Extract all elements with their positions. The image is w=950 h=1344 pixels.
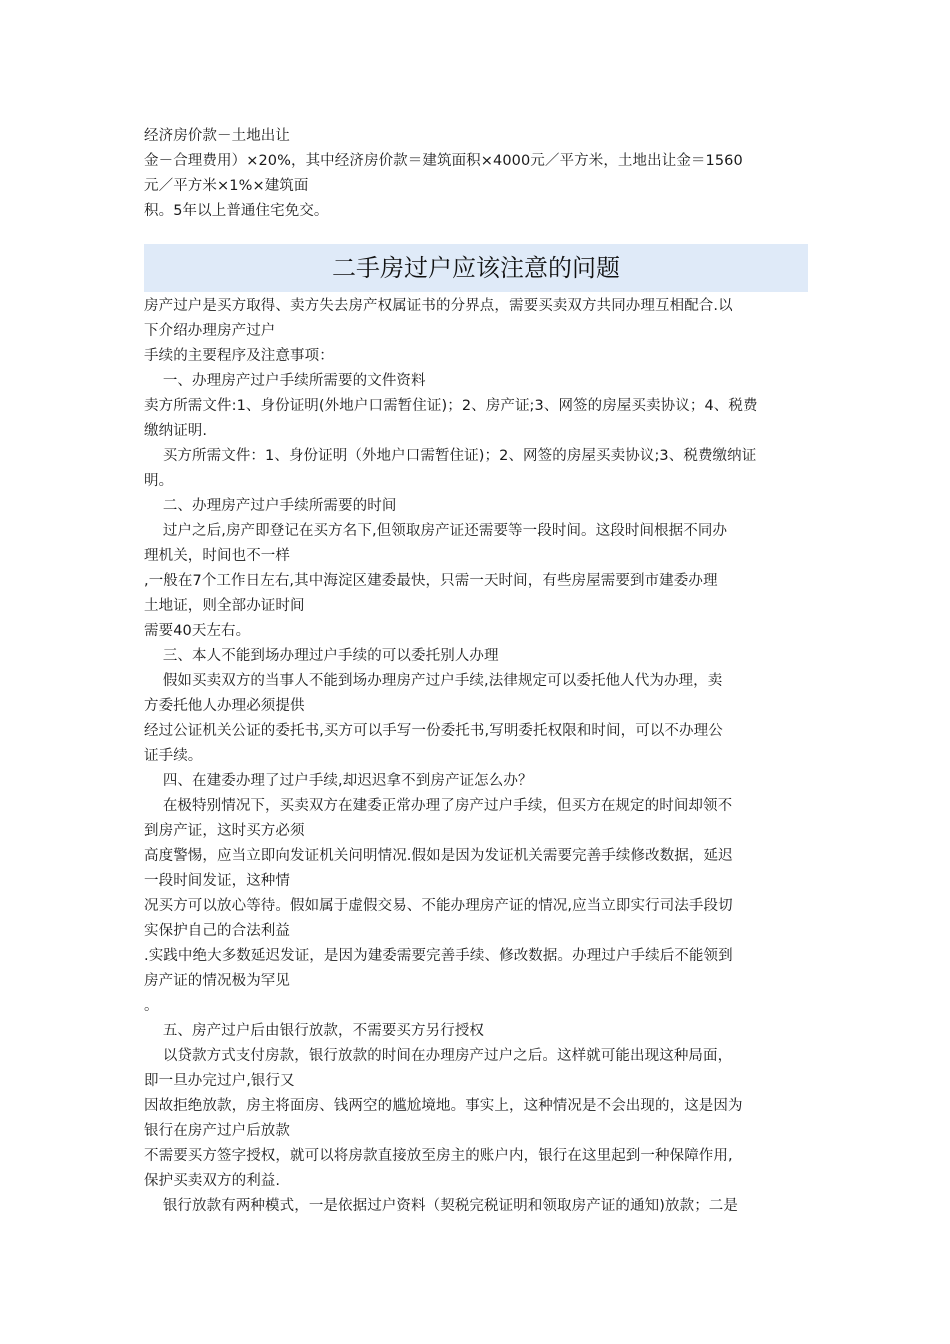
intro-paragraph	[144, 124, 808, 224]
section-heading: 五、房产过户后由银行放款，不需要买方另行授权	[144, 1023, 485, 1039]
text-line: 在极特别情况下，买卖双方在建委正常办理了房产过户手续，但买方在规定的时间却领不	[144, 798, 733, 814]
document-page	[144, 124, 808, 1219]
text-line: 买方所需文件：1、身份证明（外地户口需暂住证)；2、网签的房屋买卖协议;3、税费缴纳证	[144, 448, 757, 464]
section-title-banner	[144, 244, 808, 292]
text-line: 证手续。	[144, 748, 203, 764]
text-line: 理机关，时间也不一样	[144, 548, 290, 564]
text-line: 过户之后,房产即登记在买方名下,但领取房产证还需要等一段时间。这段时间根据不同办	[144, 523, 728, 539]
text-line: 高度警惕，应当立即向发证机关问明情况.假如是因为发证机关需要完善手续修改数据，延迟	[144, 848, 733, 864]
section-title: 二手房过户应该注意的问题	[332, 254, 620, 282]
text-line: 房产证的情况极为罕见	[144, 973, 290, 989]
text-line: 经过公证机关公证的委托书,买方可以手写一份委托书,写明委托权限和时间，可以不办理公	[144, 723, 723, 739]
article-body	[144, 294, 808, 1219]
text-line: 况买方可以放心等待。假如属于虚假交易、不能办理房产证的情况,应当立即实行司法手段切	[144, 898, 733, 914]
text-line: 到房产证，这时买方必须	[144, 823, 305, 839]
section-heading: 一、办理房产过户手续所需要的文件资料	[144, 373, 426, 389]
text-line: 金－合理费用）×20%，其中经济房价款＝建筑面积×4000元／平方米，土地出让金＝1560	[144, 153, 743, 169]
text-line: 假如买卖双方的当事人不能到场办理房产过户手续,法律规定可以委托他人代为办理，卖	[144, 673, 723, 689]
text-line: 下介绍办理房产过户	[144, 323, 276, 339]
text-line: 经济房价款－土地出让	[144, 128, 290, 144]
text-line: 方委托他人办理必须提供	[144, 698, 305, 714]
text-line: 手续的主要程序及注意事项：	[144, 348, 334, 364]
text-line: 不需要买方签字授权，就可以将房款直接放至房主的账户内，银行在这里起到一种保障作用,	[144, 1148, 733, 1164]
text-line: 保护买卖双方的利益.	[144, 1173, 281, 1189]
text-line: 银行在房产过户后放款	[144, 1123, 290, 1139]
section-heading: 四、在建委办理了过户手续,却迟迟拿不到房产证怎么办？	[144, 773, 533, 789]
text-line: 土地证，则全部办证时间	[144, 598, 305, 614]
text-line: 卖方所需文件:1、身份证明(外地户口需暂住证)；2、房产证;3、网签的房屋买卖协议；4、税费	[144, 398, 758, 414]
text-line: 银行放款有两种模式，一是依据过户资料（契税完税证明和领取房产证的通知)放款；二是	[144, 1198, 738, 1214]
text-line: 房产过户是买方取得、卖方失去房产权属证书的分界点，需要买卖双方共同办理互相配合.以	[144, 298, 733, 314]
text-line: 缴纳证明.	[144, 423, 208, 439]
text-line: ,一般在7个工作日左右,其中海淀区建委最快，只需一天时间，有些房屋需要到市建委办理	[144, 573, 718, 589]
text-line: 以贷款方式支付房款，银行放款的时间在办理房产过户之后。这样就可能出现这种局面，	[144, 1048, 733, 1064]
text-line: 实保护自己的合法利益	[144, 923, 290, 939]
text-line: 因故拒绝放款，房主将面房、钱两空的尴尬境地。事实上，这种情况是不会出现的，这是因为	[144, 1098, 743, 1114]
section-heading: 三、本人不能到场办理过户手续的可以委托别人办理	[144, 648, 499, 664]
text-line: 积。5年以上普通住宅免交。	[144, 203, 329, 219]
text-line: .实践中绝大多数延迟发证，是因为建委需要完善手续、修改数据。办理过户手续后不能领到	[144, 948, 733, 964]
text-line: 即一旦办完过户,银行又	[144, 1073, 295, 1089]
text-line: 元／平方米×1%×建筑面	[144, 178, 309, 194]
text-line: 一段时间发证，这种情	[144, 873, 290, 889]
text-line: 明。	[144, 473, 174, 489]
section-heading: 二、办理房产过户手续所需要的时间	[144, 498, 397, 514]
text-line: 。	[144, 998, 159, 1014]
text-line: 需要40天左右。	[144, 623, 251, 639]
